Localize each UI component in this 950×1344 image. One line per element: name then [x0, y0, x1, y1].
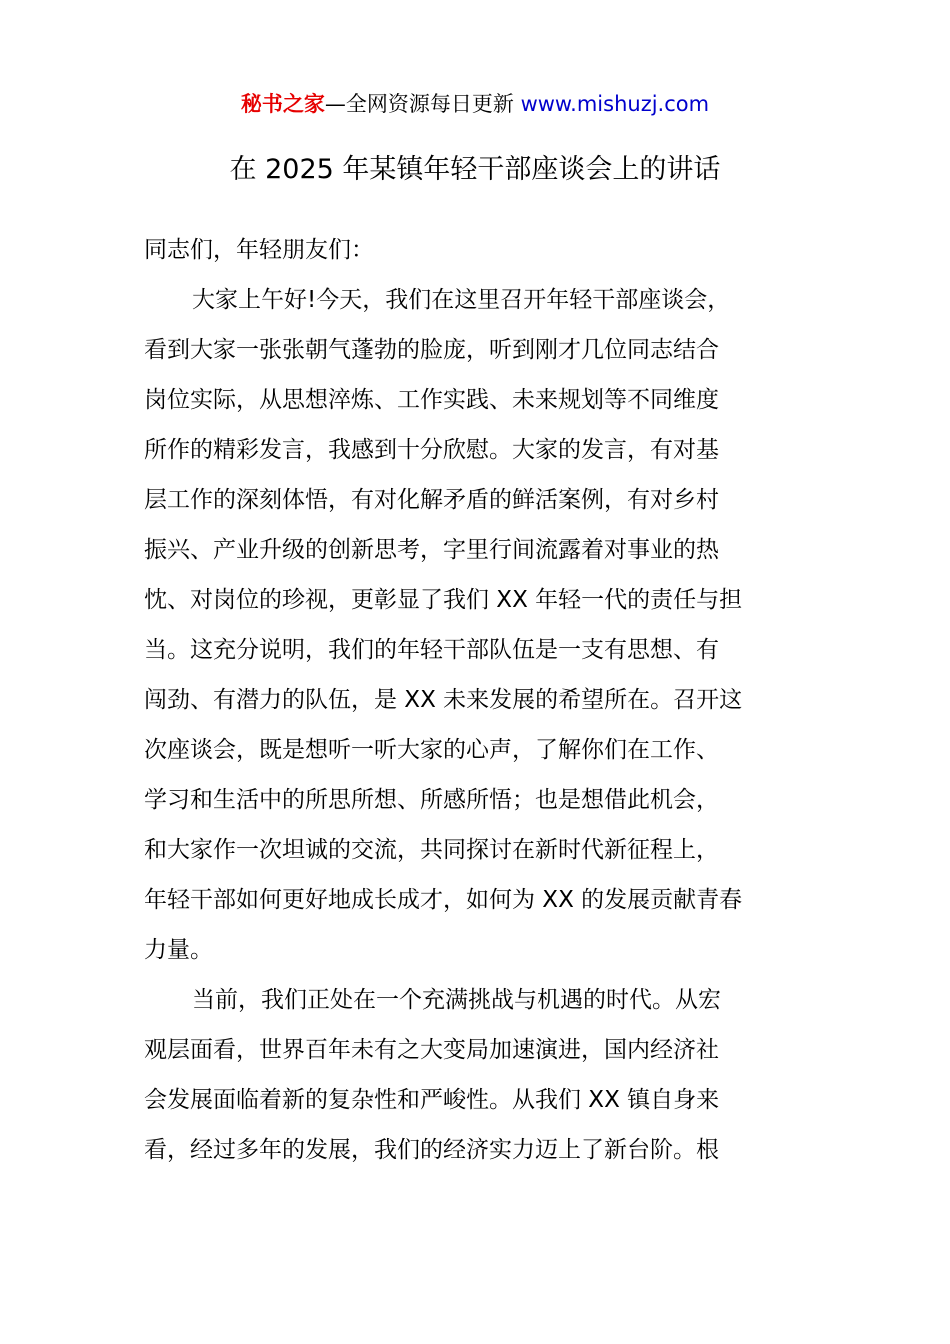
text-line: 学习和生活中的所思所想、所感所悟；也是想借此机会， — [144, 787, 719, 813]
text-line: 看，经过多年的发展，我们的经济实力迈上了新台阶。根 — [144, 1137, 719, 1163]
text-line: 层工作的深刻体悟，有对化解矛盾的鲜活案例，有对乡村 — [144, 487, 719, 513]
text-line: 岗位实际，从思想淬炼、工作实践、未来规划等不同维度 — [144, 387, 719, 413]
text-line: 年轻干部如何更好地成长成才，如何为 XX 的发展贡献青春 — [144, 887, 743, 913]
text-line: 闯劲、有潜力的队伍，是 XX 未来发展的希望所在。召开这 — [144, 687, 743, 713]
text-line: 力量。 — [144, 937, 213, 963]
text-line: 所作的精彩发言，我感到十分欣慰。大家的发言，有对基 — [144, 437, 719, 463]
text-line: 忱、对岗位的珍视，更彰显了我们 XX 年轻一代的责任与担 — [144, 587, 743, 613]
header-tagline: —全网资源每日更新 — [324, 92, 521, 116]
text-line: 和大家作一次坦诚的交流，共同探讨在新时代新征程上， — [144, 837, 719, 863]
document-title: 在 2025 年某镇年轻干部座谈会上的讲话 — [229, 154, 721, 185]
text-line: 观层面看，世界百年未有之大变局加速演进，国内经济社 — [144, 1037, 719, 1063]
text-line: 当前，我们正处在一个充满挑战与机遇的时代。从宏 — [192, 987, 721, 1013]
site-url[interactable]: www.mishuzj.com — [520, 92, 710, 116]
site-header — [0, 88, 950, 120]
document-body — [144, 225, 809, 1175]
paragraph-2 — [144, 975, 809, 1175]
text-line: 振兴、产业升级的创新思考，字里行间流露着对事业的热 — [144, 537, 719, 563]
text-line: 会发展面临着新的复杂性和严峻性。从我们 XX 镇自身来 — [144, 1087, 720, 1113]
text-line: 大家上午好!今天，我们在这里召开年轻干部座谈会， — [192, 287, 731, 313]
paragraph-1 — [144, 275, 809, 975]
brand-name: 秘书之家 — [240, 92, 325, 116]
text-line: 当。这充分说明，我们的年轻干部队伍是一支有思想、有 — [144, 637, 719, 663]
text-line: 看到大家一张张朝气蓬勃的脸庞，听到刚才几位同志结合 — [144, 337, 719, 363]
salutation: 同志们，年轻朋友们： — [144, 237, 374, 263]
text-line: 次座谈会，既是想听一听大家的心声，了解你们在工作、 — [144, 737, 719, 763]
